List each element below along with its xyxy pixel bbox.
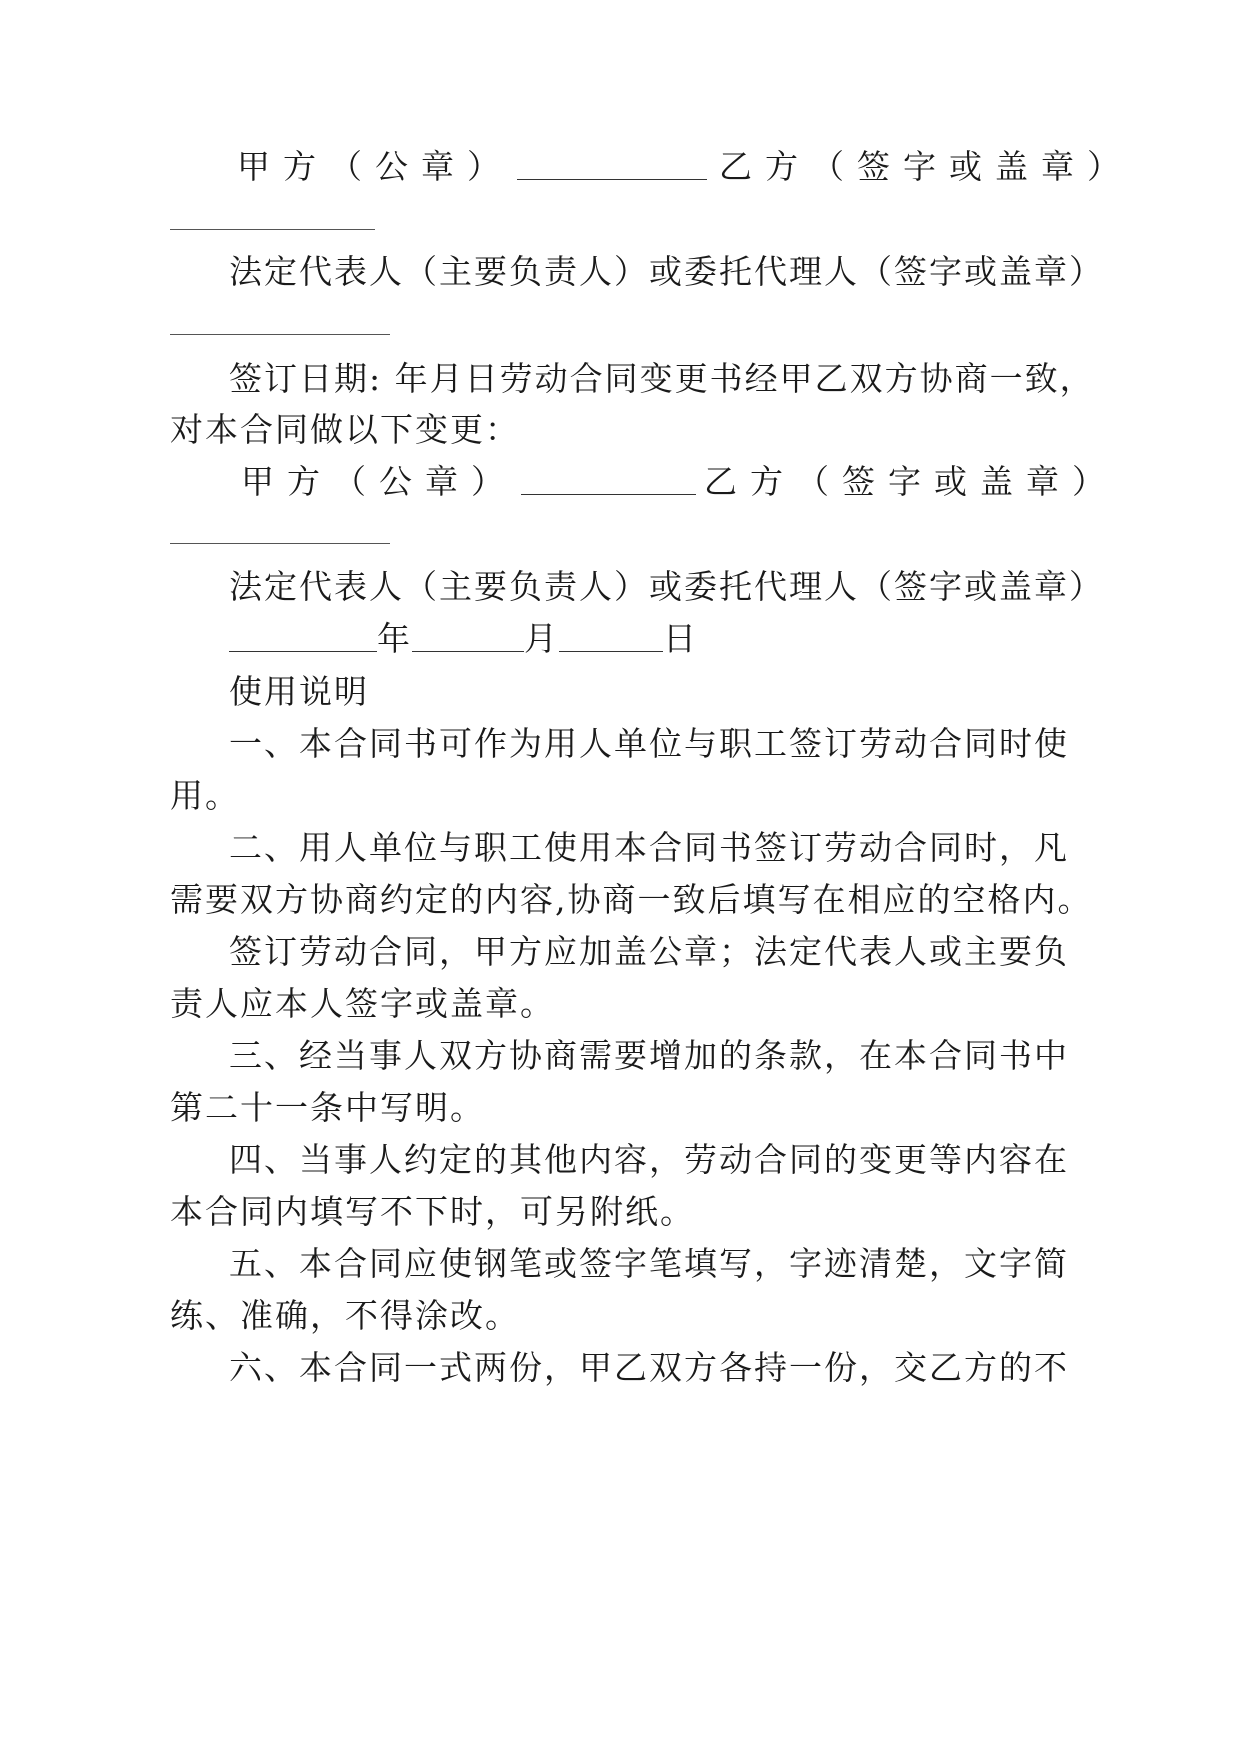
date-para-line2: 对本合同做以下变更： [170, 410, 520, 449]
instruction-p3-line1: 签订劳动合同，甲方应加盖公章；法定代表人或主要负 [229, 932, 1069, 971]
sig1-party-a: 甲方（公章） [237, 147, 513, 186]
instruction-p5-line1: 四、当事人约定的其他内容，劳动合同的变更等内容在 [229, 1140, 1069, 1179]
sig2-party-b-blank [170, 543, 390, 544]
day-label: 日 [663, 619, 698, 658]
instruction-p2-line2: 需要双方协商约定的内容,协商一致后填写在相应的空格内。 [170, 880, 1093, 919]
instruction-p4-line1: 三、经当事人双方协商需要增加的条款，在本合同书中 [229, 1036, 1069, 1075]
instruction-p1-line1: 一、本合同书可作为用人单位与职工签订劳动合同时使 [229, 724, 1069, 763]
sig2-party-a-blank [521, 468, 696, 495]
instructions-heading: 使用说明 [229, 672, 369, 711]
year-blank [229, 625, 377, 652]
instruction-p6-line1: 五、本合同应使钢笔或签字笔填写，字迹清楚，文字简 [229, 1244, 1069, 1283]
date-para-line1: 签订日期: 年月日劳动合同变更书经甲乙双方协商一致， [229, 359, 1095, 398]
sig2-date-line [229, 619, 698, 658]
sig1-party-b-blank [170, 229, 375, 230]
instruction-p6-line2: 练、准确，不得涂改。 [170, 1296, 520, 1335]
instruction-p1-line2: 用。 [170, 776, 240, 815]
month-blank [412, 625, 524, 652]
sig1-party-b: 乙方（签字或盖章） [719, 147, 1133, 186]
year-label: 年 [377, 619, 412, 658]
sig2-party-line [241, 462, 1118, 501]
day-blank [559, 625, 663, 652]
month-label: 月 [524, 619, 559, 658]
sig1-party-a-blank [517, 153, 707, 180]
sig1-rep: 法定代表人（主要负责人）或委托代理人（签字或盖章） [229, 252, 1104, 291]
instruction-p3-line2: 责人应本人签字或盖章。 [170, 984, 555, 1023]
instruction-p7-line1: 六、本合同一式两份，甲乙双方各持一份，交乙方的不 [229, 1348, 1069, 1387]
sig1-party-line [237, 147, 1133, 186]
sig2-rep: 法定代表人（主要负责人）或委托代理人（签字或盖章） [229, 567, 1104, 606]
instruction-p5-line2: 本合同内填写不下时，可另附纸。 [170, 1192, 695, 1231]
sig1-rep-blank [170, 334, 390, 335]
sig2-party-a: 甲方（公章） [241, 462, 517, 501]
sig2-party-b: 乙方（签字或盖章） [704, 462, 1118, 501]
instruction-p4-line2: 第二十一条中写明。 [170, 1088, 485, 1127]
instruction-p2-line1: 二、用人单位与职工使用本合同书签订劳动合同时，凡 [229, 828, 1069, 867]
